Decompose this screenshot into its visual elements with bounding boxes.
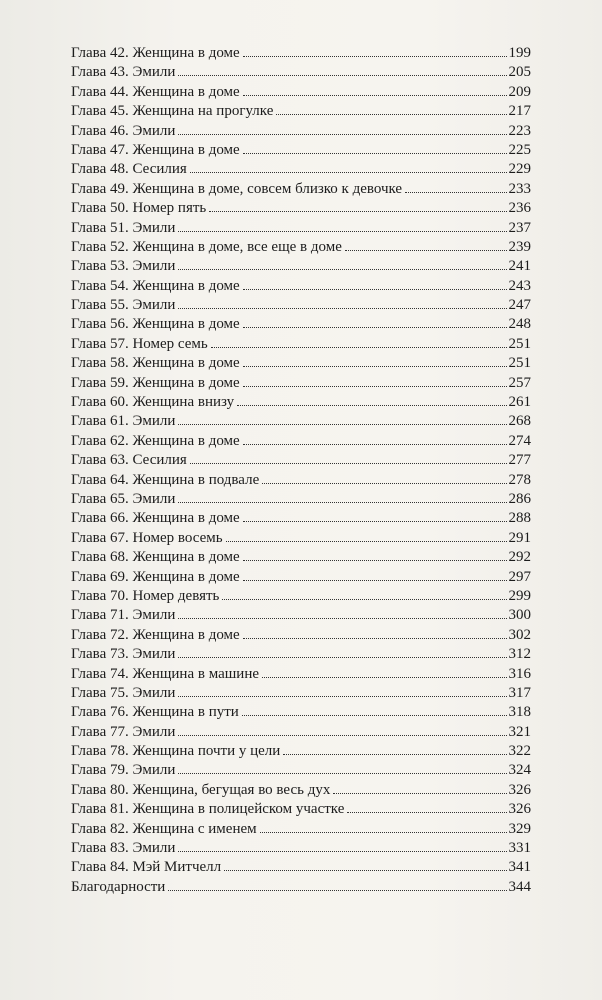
toc-entry-page-number: 277 [508, 452, 531, 469]
toc-entry-page-number: 329 [508, 820, 531, 837]
toc-entry [71, 606, 531, 625]
toc-entry [71, 315, 531, 334]
toc-entry [71, 102, 531, 121]
dot-leader [178, 734, 506, 736]
dot-leader [178, 695, 506, 697]
toc-entry-page-number: 225 [508, 141, 531, 158]
toc-entry-title: Глава 73. Эмили [71, 646, 176, 663]
toc-entry [71, 839, 531, 858]
toc-entry-page-number: 321 [508, 723, 531, 740]
dot-leader [347, 811, 506, 813]
toc-entry [71, 141, 531, 160]
toc-entry-title: Глава 54. Женщина в доме [71, 277, 240, 294]
toc-entry [71, 742, 531, 761]
dot-leader [243, 94, 507, 96]
toc-entry [71, 219, 531, 238]
toc-entry-title: Глава 70. Номер девять [71, 587, 220, 604]
toc-entry-title: Глава 45. Женщина на прогулке [71, 103, 274, 120]
toc-entry [71, 471, 531, 490]
toc-entry-title: Глава 77. Эмили [71, 723, 176, 740]
toc-entry [71, 684, 531, 703]
dot-leader [178, 133, 506, 135]
toc-entry [71, 781, 531, 800]
toc-entry-title: Глава 69. Женщина в доме [71, 568, 240, 585]
toc-entry [71, 800, 531, 819]
dot-leader [243, 326, 507, 328]
toc-entry-title: Глава 52. Женщина в доме, все еще в доме [71, 238, 342, 255]
toc-entry-page-number: 288 [508, 510, 531, 527]
dot-leader [178, 307, 506, 309]
toc-entry-title: Глава 56. Женщина в доме [71, 316, 240, 333]
toc-entry-page-number: 341 [508, 859, 531, 876]
toc-entry-page-number: 268 [508, 413, 531, 430]
toc-entry-title: Глава 71. Эмили [71, 607, 176, 624]
toc-entry-title: Глава 67. Номер восемь [71, 529, 223, 546]
dot-leader [242, 714, 507, 716]
toc-entry-page-number: 316 [508, 665, 531, 682]
toc-entry-page-number: 251 [508, 355, 531, 372]
toc-entry-page-number: 261 [508, 394, 531, 411]
toc-entry [71, 703, 531, 722]
toc-entry [71, 451, 531, 470]
toc-entry-page-number: 278 [508, 471, 531, 488]
toc-entry [71, 858, 531, 877]
toc-entry-title: Глава 81. Женщина в полицейском участке [71, 801, 345, 818]
dot-leader [405, 191, 506, 193]
toc-entry-title: Глава 46. Эмили [71, 122, 176, 139]
toc-entry [71, 393, 531, 412]
toc-entry-page-number: 251 [508, 335, 531, 352]
toc-entry-title: Глава 59. Женщина в доме [71, 374, 240, 391]
toc-entry [71, 548, 531, 567]
toc-entry-title: Благодарности [71, 878, 166, 895]
dot-leader [178, 501, 506, 503]
dot-leader [190, 171, 507, 173]
toc-entry-page-number: 291 [508, 529, 531, 546]
toc-entry-title: Глава 82. Женщина с именем [71, 820, 257, 837]
toc-entry [71, 296, 531, 315]
toc-entry [71, 277, 531, 296]
dot-leader [262, 482, 506, 484]
toc-entry [71, 44, 531, 63]
toc-entry-page-number: 317 [508, 684, 531, 701]
dot-leader [260, 831, 507, 833]
toc-entry [71, 160, 531, 179]
toc-entry-title: Глава 44. Женщина в доме [71, 83, 240, 100]
toc-entry-title: Глава 55. Эмили [71, 297, 176, 314]
toc-entry [71, 529, 531, 548]
toc-entry-page-number: 331 [508, 840, 531, 857]
dot-leader [243, 288, 507, 290]
toc-entry-title: Глава 75. Эмили [71, 684, 176, 701]
toc-entry-title: Глава 42. Женщина в доме [71, 45, 240, 61]
toc-entry-title: Глава 53. Эмили [71, 258, 176, 275]
dot-leader [168, 889, 506, 891]
toc-entry-page-number: 322 [508, 743, 531, 760]
toc-entry-page-number: 236 [508, 200, 531, 217]
toc-entry-page-number: 257 [508, 374, 531, 391]
toc-entry [71, 490, 531, 509]
toc-entry-title: Глава 72. Женщина в доме [71, 626, 240, 643]
dot-leader [262, 676, 507, 678]
toc-entry-page-number: 205 [508, 64, 531, 81]
dot-leader [209, 210, 506, 212]
toc-entry [71, 820, 531, 839]
dot-leader [243, 55, 507, 57]
toc-entry-title: Глава 68. Женщина в доме [71, 549, 240, 566]
toc-entry-title: Глава 80. Женщина, бегущая во весь дух [71, 781, 331, 798]
toc-entry [71, 761, 531, 780]
toc-entry-page-number: 312 [508, 646, 531, 663]
dot-leader [243, 637, 507, 639]
dot-leader [178, 617, 506, 619]
toc-entry-title: Глава 84. Мэй Митчелл [71, 859, 222, 876]
toc-entry-page-number: 274 [508, 432, 531, 449]
toc-entry [71, 645, 531, 664]
toc-entry-page-number: 297 [508, 568, 531, 585]
toc-entry [71, 568, 531, 587]
toc-entry-title: Глава 51. Эмили [71, 219, 176, 236]
dot-leader [243, 520, 507, 522]
dot-leader [345, 249, 507, 251]
dot-leader [243, 559, 507, 561]
toc-entry-page-number: 199 [508, 45, 531, 61]
toc-entry-page-number: 248 [508, 316, 531, 333]
toc-entry [71, 412, 531, 431]
dot-leader [224, 869, 506, 871]
dot-leader [283, 753, 506, 755]
toc-entry [71, 432, 531, 451]
toc-entry-page-number: 302 [508, 626, 531, 643]
dot-leader [243, 385, 507, 387]
toc-entry [71, 878, 531, 897]
dot-leader [178, 74, 506, 76]
dot-leader [243, 152, 507, 154]
toc-entry-page-number: 239 [508, 238, 531, 255]
toc-entry-title: Глава 48. Сесилия [71, 161, 187, 178]
toc-entry-page-number: 223 [508, 122, 531, 139]
dot-leader [178, 850, 506, 852]
toc-entry [71, 122, 531, 141]
toc-entry-title: Глава 74. Женщина в машине [71, 665, 259, 682]
dot-leader [276, 113, 506, 115]
toc-entry [71, 626, 531, 645]
toc-entry [71, 509, 531, 528]
toc-entry [71, 374, 531, 393]
dot-leader [178, 423, 506, 425]
toc-entry-title: Глава 64. Женщина в подвале [71, 471, 260, 488]
dot-leader [190, 462, 507, 464]
toc-entry-page-number: 292 [508, 549, 531, 566]
toc-entry-title: Глава 60. Женщина внизу [71, 394, 235, 411]
toc-entry [71, 238, 531, 257]
toc-entry-title: Глава 50. Номер пять [71, 200, 207, 217]
toc-entry [71, 587, 531, 606]
toc-entry-title: Глава 57. Номер семь [71, 335, 208, 352]
toc-entry [71, 257, 531, 276]
toc-entry-title: Глава 58. Женщина в доме [71, 355, 240, 372]
toc-entry [71, 63, 531, 82]
toc-entry-page-number: 233 [508, 180, 531, 197]
toc-entry-page-number: 237 [508, 219, 531, 236]
dot-leader [222, 598, 506, 600]
dot-leader [178, 268, 506, 270]
dot-leader [333, 792, 506, 794]
toc-entry [71, 335, 531, 354]
toc-entry-page-number: 229 [508, 161, 531, 178]
toc-entry-title: Глава 61. Эмили [71, 413, 176, 430]
toc-entry-page-number: 299 [508, 587, 531, 604]
toc-entry-title: Глава 65. Эмили [71, 490, 176, 507]
table-of-contents [71, 44, 531, 897]
toc-entry-title: Глава 63. Сесилия [71, 452, 187, 469]
toc-entry-page-number: 247 [508, 297, 531, 314]
toc-entry-title: Глава 66. Женщина в доме [71, 510, 240, 527]
toc-entry-title: Глава 79. Эмили [71, 762, 176, 779]
toc-entry [71, 665, 531, 684]
toc-entry-page-number: 326 [508, 781, 531, 798]
toc-entry [71, 83, 531, 102]
dot-leader [178, 656, 506, 658]
dot-leader [243, 579, 507, 581]
toc-entry-page-number: 243 [508, 277, 531, 294]
dot-leader [211, 346, 507, 348]
toc-entry [71, 180, 531, 199]
toc-entry-title: Глава 43. Эмили [71, 64, 176, 81]
toc-entry [71, 199, 531, 218]
toc-entry [71, 354, 531, 373]
toc-entry-title: Глава 47. Женщина в доме [71, 141, 240, 158]
toc-entry-title: Глава 76. Женщина в пути [71, 704, 239, 721]
toc-entry-page-number: 217 [508, 103, 531, 120]
toc-entry-page-number: 209 [508, 83, 531, 100]
toc-entry-page-number: 286 [508, 490, 531, 507]
dot-leader [226, 540, 507, 542]
toc-entry [71, 723, 531, 742]
toc-entry-title: Глава 62. Женщина в доме [71, 432, 240, 449]
toc-entry-page-number: 344 [508, 878, 531, 895]
toc-entry-page-number: 241 [508, 258, 531, 275]
toc-entry-page-number: 324 [508, 762, 531, 779]
toc-entry-page-number: 300 [508, 607, 531, 624]
toc-entry-title: Глава 78. Женщина почти у цели [71, 743, 281, 760]
dot-leader [237, 404, 506, 406]
dot-leader [178, 230, 506, 232]
toc-entry-page-number: 318 [508, 704, 531, 721]
toc-entry-page-number: 326 [508, 801, 531, 818]
dot-leader [243, 365, 507, 367]
dot-leader [243, 443, 507, 445]
toc-entry-title: Глава 83. Эмили [71, 840, 176, 857]
toc-entry-title: Глава 49. Женщина в доме, совсем близко к девочке [71, 180, 403, 197]
dot-leader [178, 772, 506, 774]
